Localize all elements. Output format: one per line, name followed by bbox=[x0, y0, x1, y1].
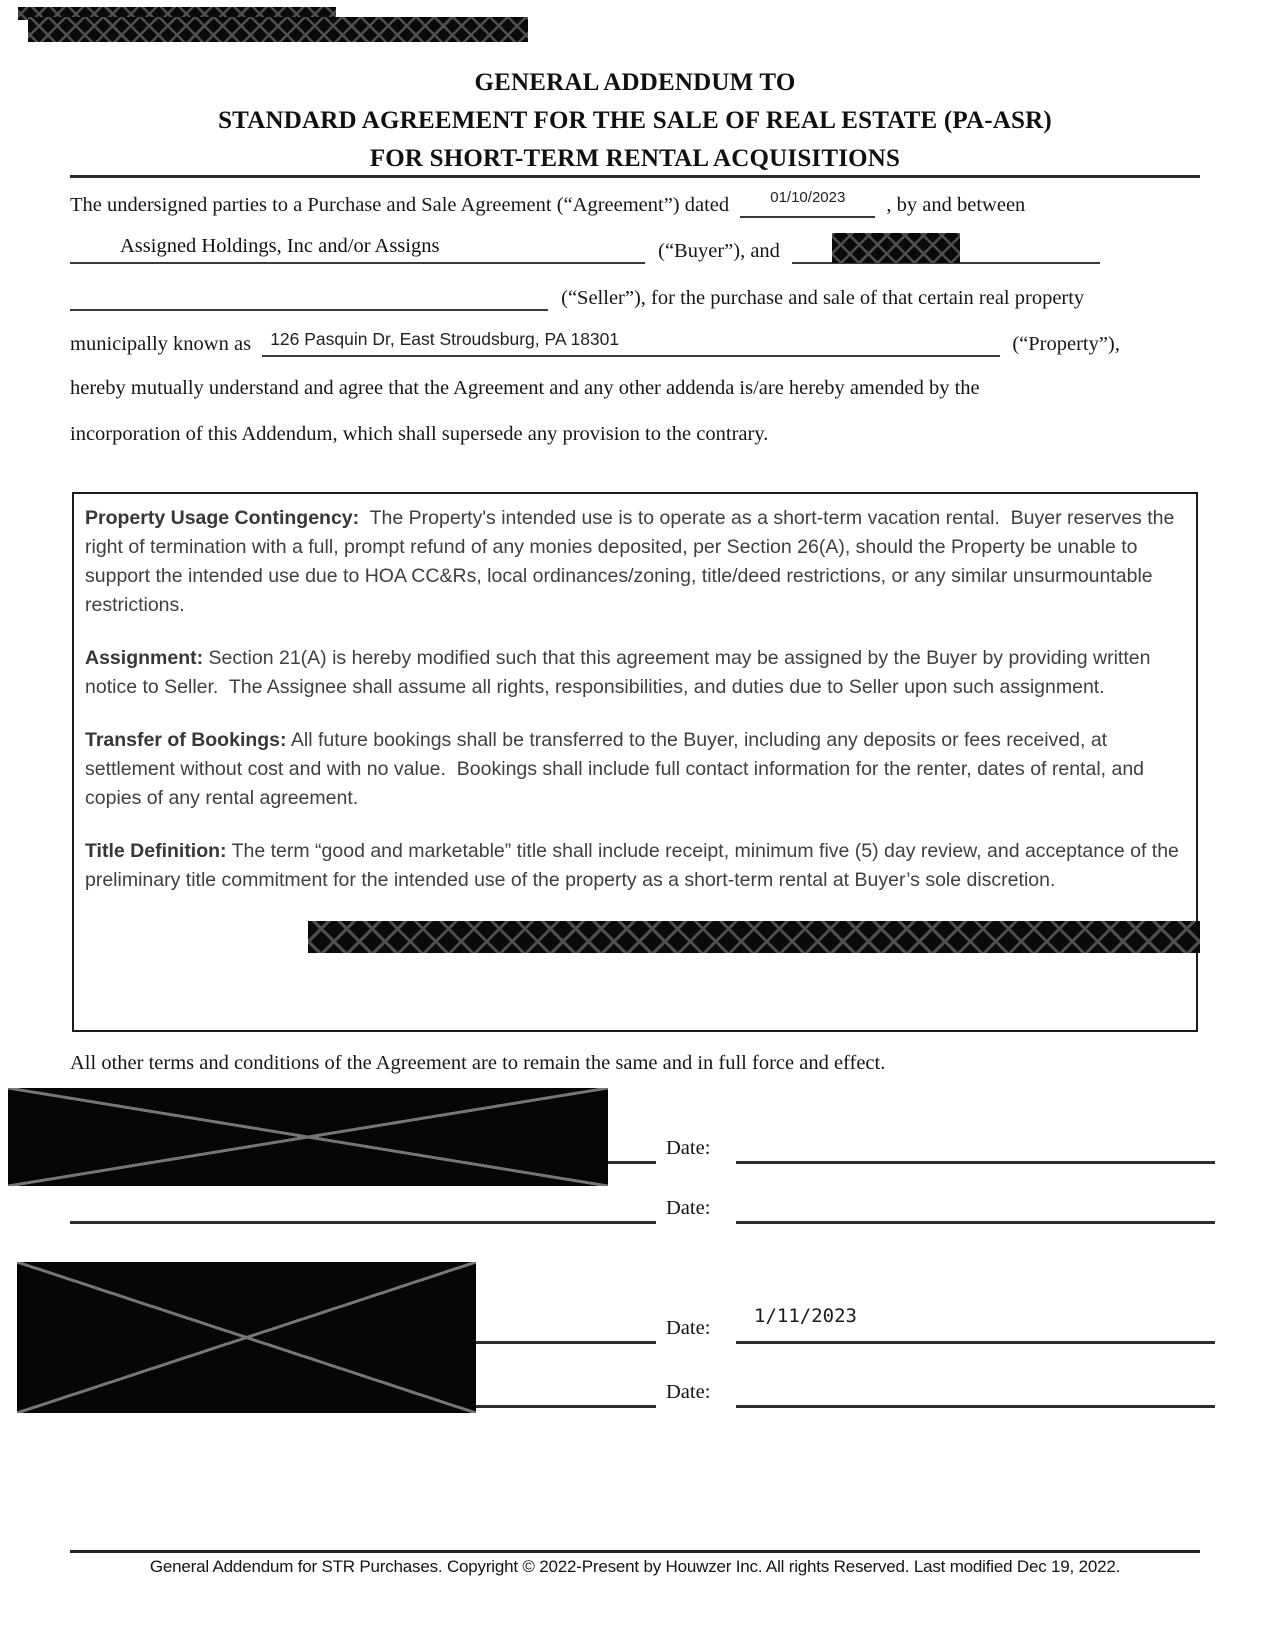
seller-label: (“Seller”), for the purchase and sale of that certain real property bbox=[561, 287, 1085, 309]
intro-line-2 bbox=[70, 236, 1220, 264]
date-label-1: Date: bbox=[666, 1137, 711, 1159]
provision-title: Assignment: bbox=[85, 647, 204, 669]
known-as-text: municipally known as bbox=[70, 333, 252, 355]
seller-name-redaction bbox=[832, 233, 960, 263]
intro-line-1-text: The undersigned parties to a Purchase and Sale Agreement (“Agreement”) dated bbox=[70, 194, 730, 216]
provision-body: Section 21(A) is hereby modified such that this agreement may be assigned by the Buyer by providing written notice to Seller. The Assignee shall assume all rights, responsibilities, and duties due to Seller upon such assignment. bbox=[85, 647, 1156, 698]
title-line-2: STANDARD AGREEMENT FOR THE SALE OF REAL ESTATE (PA-ASR) bbox=[218, 107, 1052, 134]
agreement-date-value: 01/10/2023 bbox=[770, 189, 846, 206]
intro-line-1-post: , by and between bbox=[886, 194, 1026, 216]
provision-redaction-bar bbox=[308, 921, 1200, 953]
redaction-bar-top-2 bbox=[28, 17, 528, 42]
provision-title: Property Usage Contingency: bbox=[85, 507, 360, 529]
closing-statement: All other terms and conditions of the Agreement are to remain the same and in full force and effect. bbox=[70, 1052, 886, 1074]
property-address-blank bbox=[262, 329, 1000, 357]
date-line-2 bbox=[736, 1221, 1215, 1224]
buyer-label: (“Buyer”), and bbox=[658, 240, 780, 262]
provision-body: The Property's intended use is to operate as a short-term vacation rental. Buyer reserves the right of termination with a full, prompt refund of any monies deposited, per Section 26(A), should the Property be unable to support the intended use due to HOA CC&Rs, local ordinances/zoning, title/deed restrictions, or any similar unsurmountable restrictions. bbox=[85, 507, 1180, 616]
date-label-4: Date: bbox=[666, 1381, 711, 1403]
intro-line-6: incorporation of this Addendum, which shall supersede any provision to the contrary. bbox=[70, 423, 769, 445]
property-address-value: 126 Pasquin Dr, East Stroudsburg, PA 18301 bbox=[270, 329, 620, 349]
footer-text: General Addendum for STR Purchases. Copyright © 2022-Present by Houwzer Inc. All rights Reserved. Last modified Dec 19, 2022. bbox=[149, 1557, 1121, 1576]
title-line-1: GENERAL ADDENDUM TO bbox=[474, 69, 796, 96]
title-rule bbox=[70, 175, 1200, 178]
document-title bbox=[70, 64, 1200, 178]
date-line-1 bbox=[736, 1161, 1215, 1164]
date-label-3: Date: bbox=[666, 1317, 711, 1339]
signature-date-value: 1/11/2023 bbox=[754, 1305, 857, 1327]
intro-line-3 bbox=[70, 283, 1220, 311]
provision-property-usage bbox=[85, 504, 1188, 620]
provision-assignment bbox=[85, 644, 1188, 702]
intro-line-5: hereby mutually understand and agree that the Agreement and any other addenda is/are hereby amended by the bbox=[70, 377, 980, 399]
provision-title: Title Definition: bbox=[85, 840, 227, 862]
date-line-4 bbox=[736, 1405, 1215, 1408]
footer-rule bbox=[70, 1550, 1200, 1553]
seller-name-blank bbox=[792, 236, 1100, 264]
signature-redaction-1 bbox=[8, 1088, 608, 1186]
buyer-name-blank bbox=[70, 236, 645, 264]
intro-line-1 bbox=[70, 190, 1220, 218]
provision-body: All future bookings shall be transferred to the Buyer, including any deposits or fees received, at settlement without cost and with no value. Bookings shall include full contact information for the renter, dates of rental, and copies of any rental agreement. bbox=[85, 729, 1150, 809]
provision-transfer-of-bookings bbox=[85, 726, 1188, 813]
title-line-3: FOR SHORT-TERM RENTAL ACQUISITIONS bbox=[369, 145, 901, 172]
intro-line-4 bbox=[70, 329, 1220, 357]
signature-redaction-2 bbox=[17, 1262, 476, 1413]
seller-signline-blank bbox=[70, 283, 548, 311]
date-line-3 bbox=[736, 1341, 1215, 1344]
buyer-name-value: Assigned Holdings, Inc and/or Assigns bbox=[120, 235, 440, 257]
provision-body: The term “good and marketable” title shall include receipt, minimum five (5) day review, and acceptance of the preliminary title commitment for the intended use of the property as a short-term rental at Buyer’s sole discretion. bbox=[85, 840, 1185, 891]
property-label: (“Property”), bbox=[1012, 333, 1120, 355]
date-label-2: Date: bbox=[666, 1197, 711, 1219]
provision-title: Transfer of Bookings: bbox=[85, 729, 287, 751]
signature-line-2 bbox=[70, 1221, 656, 1224]
agreement-date-blank bbox=[740, 190, 875, 218]
provision-title-definition bbox=[85, 837, 1188, 895]
